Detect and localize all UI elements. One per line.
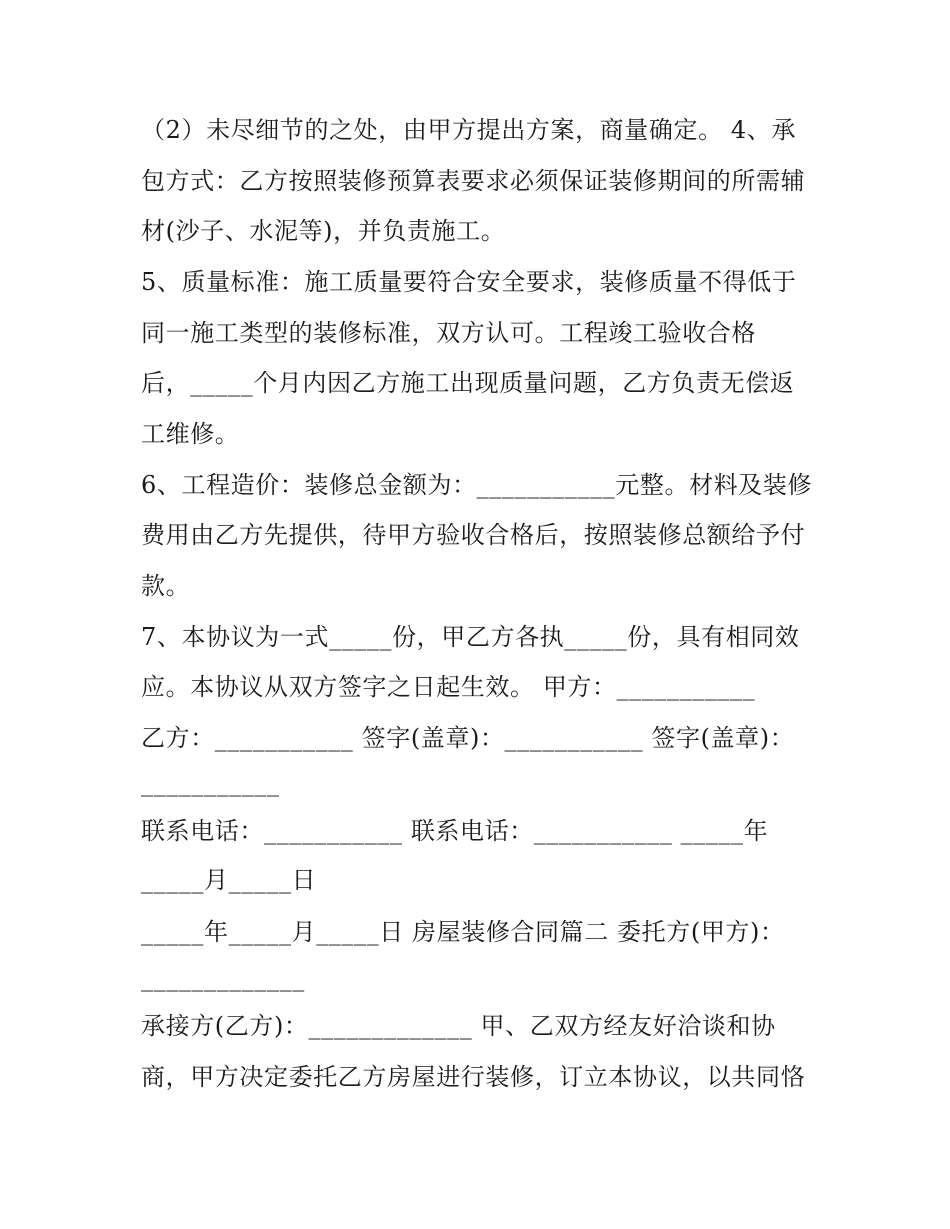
text-line: 承接方(乙方)：_____________ 甲、乙双方经友好洽谈和协 <box>141 1012 776 1040</box>
text-line: 5、质量标准：施工质量要符合安全要求，装修质量不得低于 <box>141 268 797 296</box>
text-line: 款。 <box>141 572 191 600</box>
text-line: _____月_____日 <box>141 866 317 894</box>
text-line: 7、本协议为一式_____份，甲乙方各执_____份，具有相同效 <box>141 623 800 651</box>
text-line: 应。本协议从双方签字之日起生效。 甲方：___________ <box>141 673 756 701</box>
text-line: 6、工程造价：装修总金额为：___________元整。材料及装修 <box>141 471 813 499</box>
text-line: _____年_____月_____日 房屋装修合同篇二 委托方(甲方)： <box>141 918 785 946</box>
text-line: 材(沙子、水泥等)，并负责施工。 <box>141 217 506 245</box>
text-line: 后，_____个月内因乙方施工出现质量问题，乙方负责无偿返 <box>141 369 795 397</box>
text-line: _____________ <box>141 964 305 992</box>
text-line: 联系电话：___________ 联系电话：___________ _____年 <box>141 817 769 845</box>
text-line: 同一施工类型的装修标准，双方认可。工程竣工验收合格 <box>141 319 756 347</box>
text-line: 费用由乙方先提供，待甲方验收合格后，按照装修总额给予付 <box>141 521 806 549</box>
text-line: 工维修。 <box>141 420 240 448</box>
text-line: （2）未尽细节的之处，由甲方提出方案，商量确定。 4、承 <box>141 116 796 144</box>
text-line: ___________ <box>141 769 280 797</box>
text-line: 包方式：乙方按照装修预算表要求必须保证装修期间的所需辅 <box>141 167 806 195</box>
text-line: 商，甲方决定委托乙方房屋进行装修，订立本协议，以共同恪 <box>141 1063 806 1091</box>
text-line: 乙方：___________ 签字(盖章)：___________ 签字(盖章)： <box>141 724 795 752</box>
